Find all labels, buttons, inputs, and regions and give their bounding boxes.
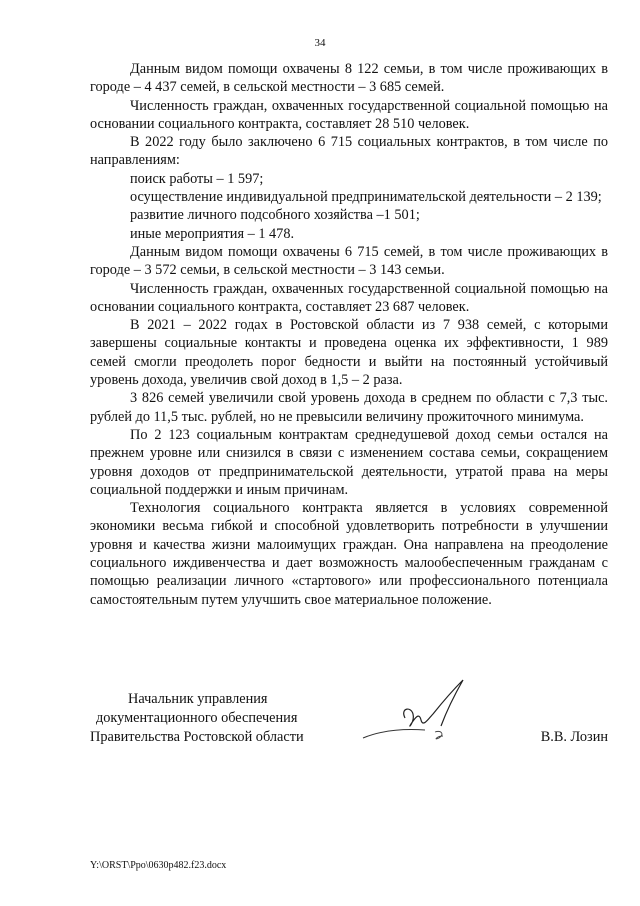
signatory-position-line-2: документационного обеспечения	[96, 710, 298, 726]
file-path: Y:\ORST\Ppo\0630p482.f23.docx	[90, 860, 227, 871]
page-number: 34	[314, 37, 326, 49]
signatory-position-line-3: Правительства Ростовской области	[90, 729, 304, 745]
paragraph: Технология социального контракта является в условиях современной экономики весьма гибкой и способной удовлетворить потребности в улучшении уровня и качества жизни малоимущих граждан. Она направлена на преодоление социального иждивенчества и дает возможность малообеспеченным гражданам с помощью реализации личного «стартового» или профессионального потенциала самостоятельным путем улучшить свое материальное положение.	[90, 500, 608, 608]
list-item: осуществление индивидуальной предпринимательской деятельности – 2 139;	[130, 189, 602, 206]
list-item: развитие личного подсобного хозяйства –1 501;	[130, 207, 420, 224]
signature-block	[90, 690, 608, 780]
handwritten-signature-icon	[355, 678, 475, 758]
paragraph: Численность граждан, охваченных государственной социальной помощью на основании социального контракта, составляет 23 687 человек.	[90, 280, 608, 315]
signatory-position-line-1: Начальник управления	[128, 691, 268, 707]
paragraph: Данным видом помощи охвачены 8 122 семьи, в том числе проживающих в городе – 4 437 семей, в сельской местности – 3 685 семей.	[90, 61, 608, 96]
paragraph: Данным видом помощи охвачены 6 715 семей, в том числе проживающих в городе – 3 572 семьи, в сельской местности – 3 143 семьи.	[90, 243, 608, 279]
paragraph: В 2022 году было заключено 6 715 социальных контрактов, в том числе по направлениям:	[90, 134, 608, 169]
list-item: иные мероприятия – 1 478.	[130, 225, 295, 242]
body-text	[90, 60, 608, 609]
paragraph: 3 826 семей увеличили свой уровень дохода в среднем по области с 7,3 тыс. рублей до 11,5 тыс. рублей, но не превысили величину прожиточного минимума.	[90, 390, 608, 425]
list-item: поиск работы – 1 597;	[130, 170, 264, 187]
paragraph: По 2 123 социальным контрактам среднедушевой доход семьи остался на прежнем уровне или снизился в связи с изменением состава семьи, сокращением уровня доходов от предпринимательской деятельности, утратой права на меры социальной поддержки и иным причинам.	[90, 426, 608, 498]
signatory-name: В.В. Лозин	[540, 729, 608, 745]
paragraph: В 2021 – 2022 годах в Ростовской области из 7 938 семей, с которыми завершены социальные контакты и проведена оценка их эффективности, 1 989 семей смогли преодолеть порог бедности и выйти на постоянный устойчивый уровень дохода, увеличив свой доход в 1,5 – 2 раза.	[90, 317, 608, 389]
paragraph: Численность граждан, охваченных государственной социальной помощью на основании социального контракта, составляет 28 510 человек.	[90, 97, 608, 132]
